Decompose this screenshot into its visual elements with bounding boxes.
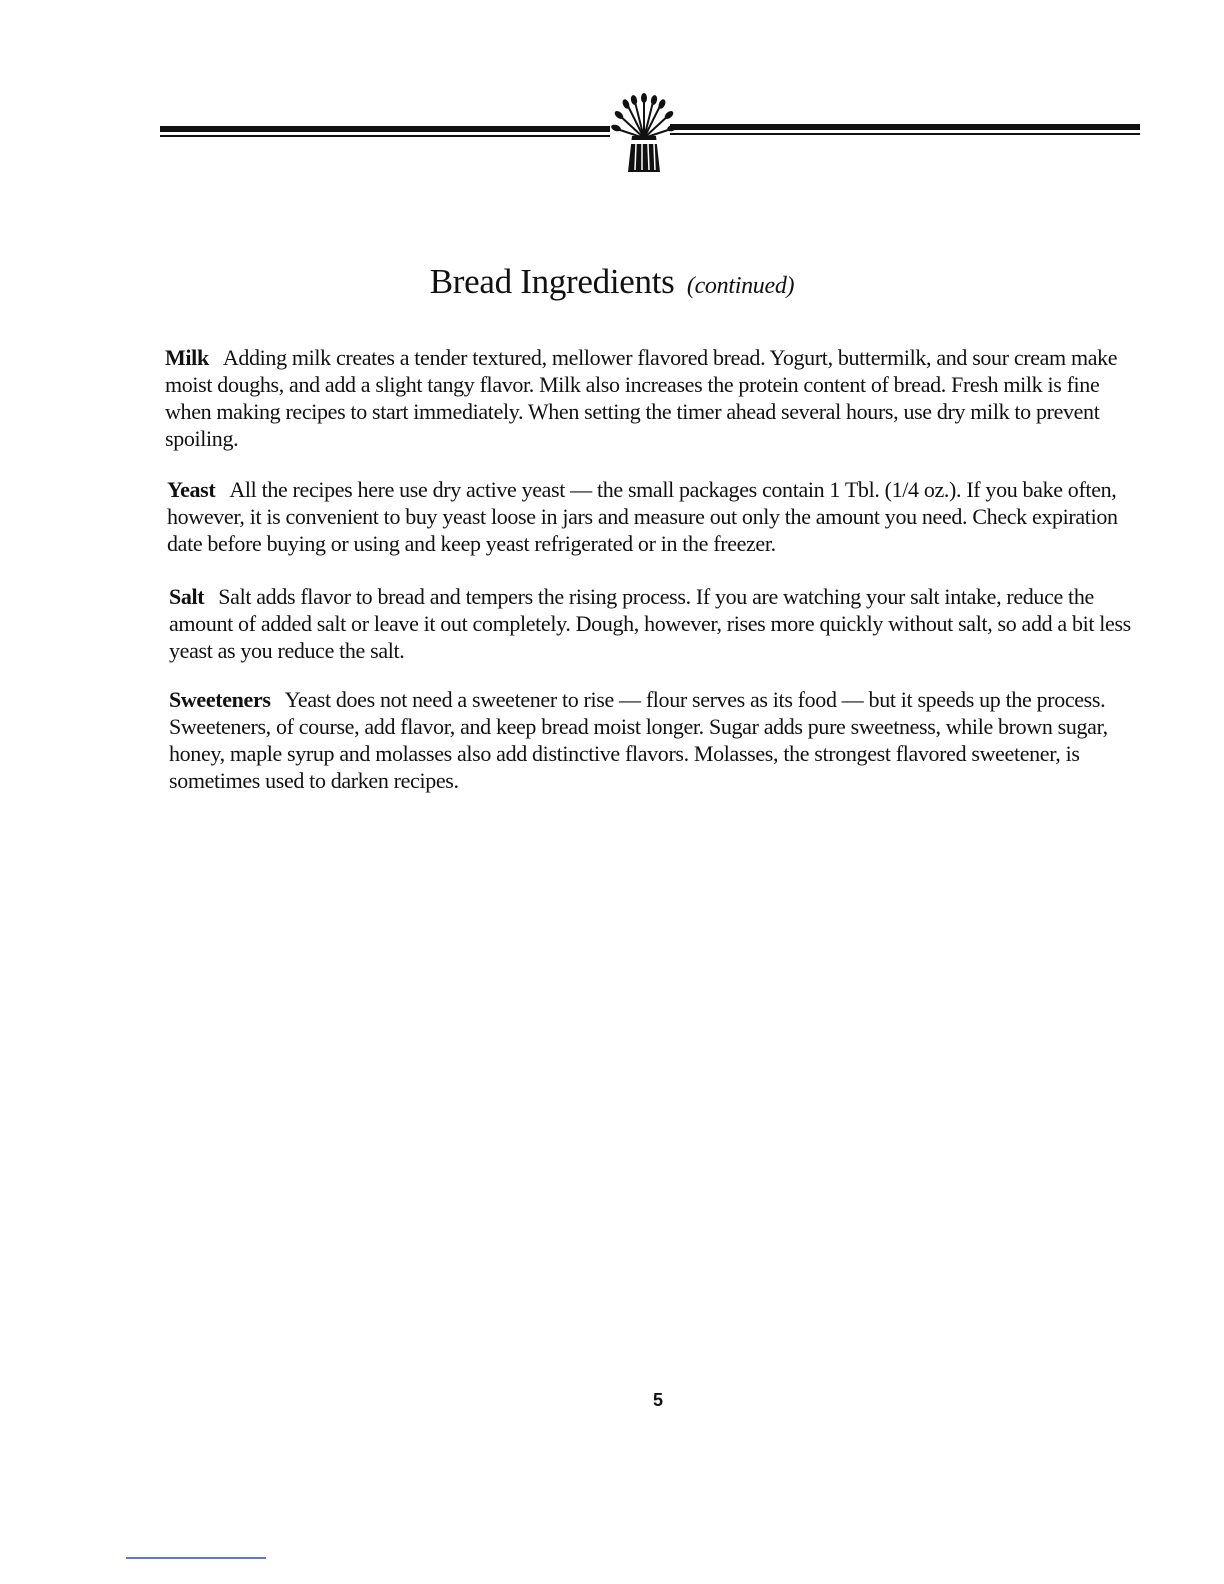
- page-number: 5: [652, 1390, 663, 1410]
- ingredient-term: Salt: [169, 584, 205, 609]
- page-title: [0, 262, 1224, 302]
- wheat-sheaf-icon: [606, 92, 682, 176]
- ingredient-section-milk: [165, 344, 1135, 452]
- ingredient-term: Sweeteners: [169, 687, 271, 712]
- ingredient-term: Milk: [165, 345, 209, 370]
- ingredient-section-sweeteners: [169, 686, 1139, 794]
- ingredient-description: Salt adds flavor to bread and tempers the rising process. If you are watching your salt intake, reduce the amount of added salt or leave it out completely. Dough, however, rises more quickly without salt, so add a bit less yeast as you reduce the salt.: [169, 584, 1131, 663]
- page-title-suffix: (continued): [686, 273, 795, 299]
- ingredient-section-yeast: [167, 476, 1137, 557]
- ingredient-description: Adding milk creates a tender textured, mellower flavored bread. Yogurt, buttermilk, and sour cream make moist doughs, and add a slight tangy flavor. Milk also increases the protein content of bread. Fresh milk is fine when making recipes to start immediately. When setting the timer ahead several hours, use dry milk to prevent spoiling.: [165, 345, 1118, 451]
- ingredient-description: All the recipes here use dry active yeast — the small packages contain 1 Tbl. (1/4 oz.). If you bake often, however, it is convenient to buy yeast loose in jars and measure out only the amount you need. Check expiration date before buying or using and keep yeast refrigerated or in the freezer.: [167, 477, 1118, 556]
- ingredient-description: Yeast does not need a sweetener to rise — flour serves as its food — but it speeds up the process. Sweeteners, of course, add flavor, and keep bread moist longer. Sugar adds pure sweetness, while brown sugar, honey, maple syrup and molasses also add distinctive flavors. Molasses, the strongest flavored sweetener, is sometimes used to darken recipes.: [169, 687, 1108, 793]
- ingredient-term: Yeast: [167, 477, 216, 502]
- scan-edge-line: [126, 1557, 266, 1559]
- page-title-text: Bread Ingredients: [429, 262, 675, 301]
- ingredient-section-salt: [169, 583, 1139, 664]
